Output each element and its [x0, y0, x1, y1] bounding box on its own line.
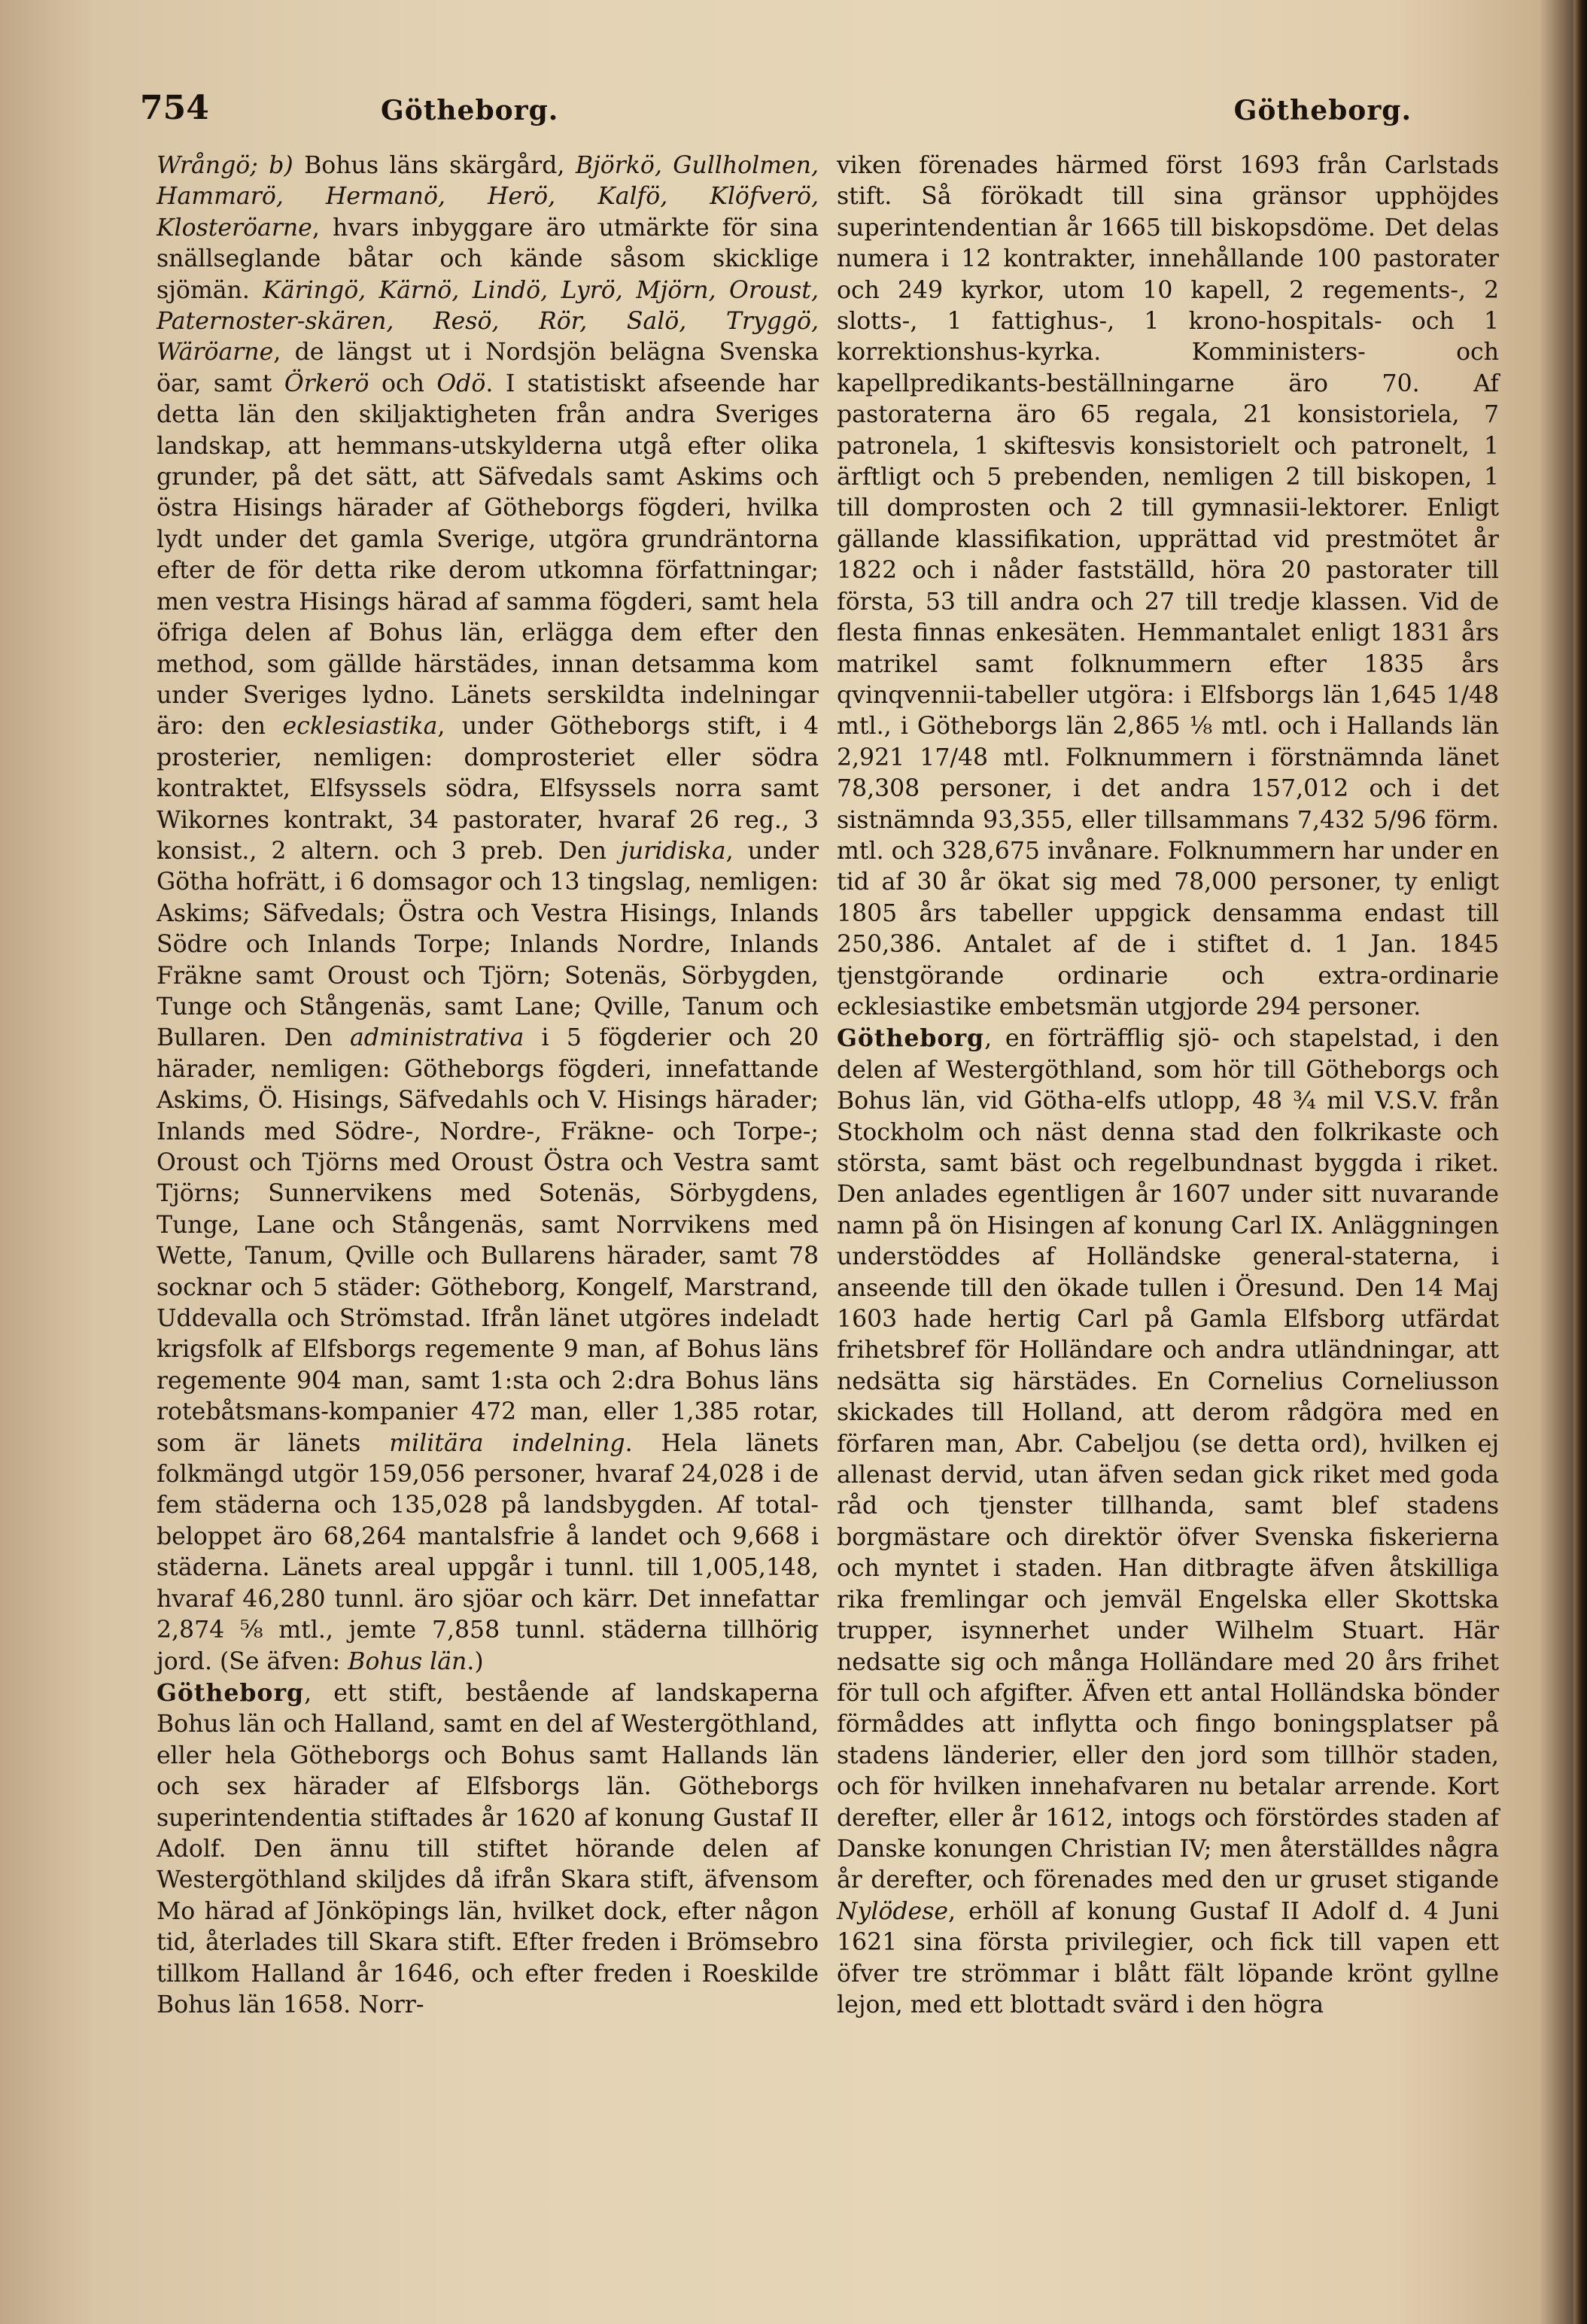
right-paragraph-1: [837, 151, 1499, 1023]
italic-run: Nylödese: [837, 1897, 949, 1925]
text-run: , erhöll af konung Gustaf II Adolf d. 4 Juni 1621 sina första privilegier, och fick till vapen ett öfver tre strömmar i blått fält löpande krönt gyllne lejon, med ett blottadt svärd i den högra: [837, 1897, 1499, 2018]
text-run: och: [369, 370, 437, 397]
page-edge-shadow: [1573, 0, 1587, 2324]
entry-headword: Götheborg: [837, 1024, 985, 1053]
running-head-right: Götheborg.: [1233, 95, 1412, 126]
right-paragraph-2: [837, 1023, 1499, 2021]
text-run: , ett stift, bestående af landskaperna Bohus län och Halland, samt en del af Westergöthland, eller hela Götheborgs och Bohus samt Hallands län och sex härader af Elfsborgs län. Götheborgs superintendentia stiftades år 1620 af konung Gustaf II Adolf. Den ännu till stiftet hörande delen af Westergöthland skiljdes då ifrån Skara stift, äfvensom Mo härad af Jönköpings län, hvilket dock, efter någon tid, återlades till Skara stift. Efter freden i Brömsebro tillkom Halland år 1646, och efter freden i Roeskilde Bohus län 1658. Norr-: [157, 1679, 819, 2018]
text-run: , de längst ut i Nordsjön belägna Svenska öar, samt: [157, 339, 819, 397]
page-number: 754: [140, 89, 209, 127]
text-run: , hvars inbyggare äro utmärkte för sina snällseglande båtar och kände såsom skicklige sjömän.: [157, 214, 819, 304]
text-run: .): [467, 1647, 484, 1675]
text-run: Bohus läns skärgård,: [304, 152, 576, 179]
right-column: [837, 151, 1499, 2021]
italic-run: Wrångö; b): [157, 152, 305, 179]
text-run: , en förträfflig sjö- och stapelstad, i den delen af Westergöthland, som hör till Götheborgs och Bohus län, vid Götha-elfs utlopp, 48 ¾ mil V.S.V. från Stockholm och näst denna stad den folkrikaste och största, samt bäst och regelbundnast byggda i riket. Den anlades egentligen år 1607 under sitt nuvarande namn på ön Hisingen af konung Carl IX. Anläggningen understöddes af Holländske general-staterna, i anseende till den ökade tullen i Öresund. Den 14 Maj 1603 hade hertig Carl på Gamla Elfsborg utfärdat frihetsbref för Holländare och andra utländningar, att nedsätta sig härstädes. En Cornelius Corneliusson skickades till Holland, att derom rådgöra med en förfaren man, Abr. Cabeljou (se detta ord), hvilken ej allenast dervid, utan äfven sedan gick riket med goda råd och tjenster tillhanda, samt blef stadens borgmästare och direktör öfver Svenska fiskerierna och myntet i staden. Han ditbragte äfven åtskilliga rika fremlingar och jemväl Engelska eller Skottska trupper, isynnerhet under Wilhelm Stuart. Här nedsatte sig och många Holländare med 20 års frihet för tull och afgifter. Äfven ett antal Holländska bönder förmåddes att inflytta och fingo boningsplatser på stadens länderier, eller den jord som tillhör staden, och för hvilken innehafvaren nu betalar arrende. Kort derefter, eller år 1612, intogs och förstördes staden af Danske konungen Christian IV; men återställdes några år derefter, och förenades med den ur gruset stigande: [837, 1025, 1499, 1894]
text-run: , under Götheborgs stift, i 4 prosterier, nemligen: domprosteriet eller södra kontraktet, Elfsyssels södra, Elfsyssels norra samt Wikornes kontrakt, 34 pastorater, hvaraf 26 reg., 3 konsist., 2 altern. och 3 preb. Den: [157, 713, 819, 865]
left-column: [157, 151, 819, 2021]
italic-run: ecklesiastika: [282, 713, 438, 741]
italic-run: militära indelning: [389, 1429, 625, 1457]
text-run: . I statistiskt afseende har detta län den skiljaktigheten från andra Sveriges landskap, att hemmans-utskylderna utgå efter olika grunder, på det sätt, att Säfvedals samt Askims och östra Hisings härader af Götheborgs fögderi, hvilka lydt under det gamla Sverige, utgöra grundräntorna efter de för detta rike derom utkomna författningar; men vestra Hisings härad af samma fögderi, samt hela öfriga delen af Bohus län, erlägga dem efter den method, som gällde härstädes, innan detsamma kom under Sveriges lydno. Länets serskildta indelningar äro: den: [157, 370, 819, 741]
italic-run: Björkö, Gullholmen, Hammarö, Hermanö, Herö, Kalfö, Klöfverö, Klosteröarne: [157, 152, 819, 242]
text-run: viken förenades härmed först 1693 från Carlstads stift. Så förökadt till sina gränsor upphöjdes superintendentian år 1665 till biskopsdöme. Det delas numera i 12 kontrakter, innehållande 100 pastorater och 249 kyrkor, utom 10 kapell, 2 regements-, 2 slotts-, 1 fattighus-, 1 krono-hospitals- och 1 korrektionshus-kyrka. Komministers- och kapellpredikants-beställningarne äro 70. Af pastoraterna äro 65 regala, 21 konsistoriela, 7 patronela, 1 skiftesvis konsistorielt och patronelt, 1 ärftligt och 5 prebenden, nemligen 2 till biskopen, 1 till domprosten och 2 till gymnasii-lektorer. Enligt gällande klassifikation, upprättad vid prestmötet år 1822 och i nåder fastställd, höra 20 pastorater till första, 53 till andra och 27 till tredje klassen. Vid de flesta finnas enkesäten. Hemmantalet enligt 1831 års matrikel samt folknummern efter 1835 års qvinqvennii-tabeller utgöra: i Elfsborgs län 1,645 1/48 mtl., i Götheborgs län 2,865 ⅛ mtl. och i Hallands län 2,921 17/48 mtl. Folknummern i förstnämnda länet 78,308 personer, i det andra 157,012 och i det sistnämnda 93,355, eller tillsammans 7,432 5/96 förm. mtl. och 328,675 invånare. Folknummern har under en tid af 30 år ökat sig med 78,000 personer, ty enligt 1805 års tabeller uppgick densamma endast till 250,386. Antalet af de i stiftet d. 1 Jan. 1845 tjenstgörande ordinarie och extra-ordinarie ecklesiastike embetsmän utgjorde 294 personer.: [837, 152, 1499, 1021]
italic-run: Odö: [436, 370, 486, 397]
text-run: i 5 fögderier och 20 härader, nemligen: Götheborgs fögderi, innefattande Askims, Ö. Hisings, Säfvedahls och V. Hisings härader; Inlands med Södre-, Nordre-, Fräkne- och Torpe-; Oroust och Tjörns med Oroust Östra och Vestra samt Tjörns; Sunnervikens med Sotenäs, Sörbygdens, Tunge, Lane och Stångenäs, samt Norrvikens med Wette, Tanum, Qville och Bullarens härader, samt 78 socknar och 5 städer: Götheborg, Kongelf, Marstrand, Uddevalla och Strömstad. Ifrån länet utgöres indeladt krigsfolk af Elfsborgs regemente 9 man, af Bohus läns regemente 904 man, samt 1:sta och 2:dra Bohus läns rotebåtsmans-kompanier 472 man, eller 1,385 rotar, som är länets: [157, 1024, 819, 1457]
text-run: , under Götha hofrätt, i 6 domsagor och 13 tingslag, nemligen: Askims; Säfvedals; Östra och Vestra Hisings, Inlands Södre och Inlands Torpe; Inlands Nordre, Inlands Fräkne samt Oroust och Tjörn; Sotenäs, Sörbygden, Tunge och Stångenäs, samt Lane; Qville, Tanum och Bullaren. Den: [157, 837, 819, 1052]
page-header: [140, 89, 1547, 137]
italic-run: Bohus län: [348, 1647, 467, 1675]
left-paragraph-1: [157, 151, 819, 1678]
italic-run: Käringö, Kärnö, Lindö, Lyrö, Mjörn, Oroust, Paternoster-skären, Resö, Rör, Salö, Tryggö, Wäröarne: [157, 276, 819, 367]
italic-run: Örkerö: [284, 370, 369, 397]
left-paragraph-2: [157, 1678, 819, 2021]
entry-headword: Götheborg: [157, 1678, 305, 1707]
italic-run: juridiska: [621, 837, 726, 865]
italic-run: administrativa: [350, 1024, 524, 1052]
text-run: . Hela länets folkmängd utgör 159,056 personer, hvaraf 24,028 i de fem städerna och 135,028 på landsbygden. Af total-beloppet äro 68,264 mantalsfrie å landet och 9,668 i städerna. Länets areal uppgår i tunnl. till 1,005,148, hvaraf 46,280 tunnl. äro sjöar och kärr. Det innefattar 2,874 ⅝ mtl., jemte 7,858 tunnl. städerna tillhörig jord. (Se äfven:: [157, 1429, 819, 1675]
running-head-left: Götheborg.: [381, 95, 559, 126]
